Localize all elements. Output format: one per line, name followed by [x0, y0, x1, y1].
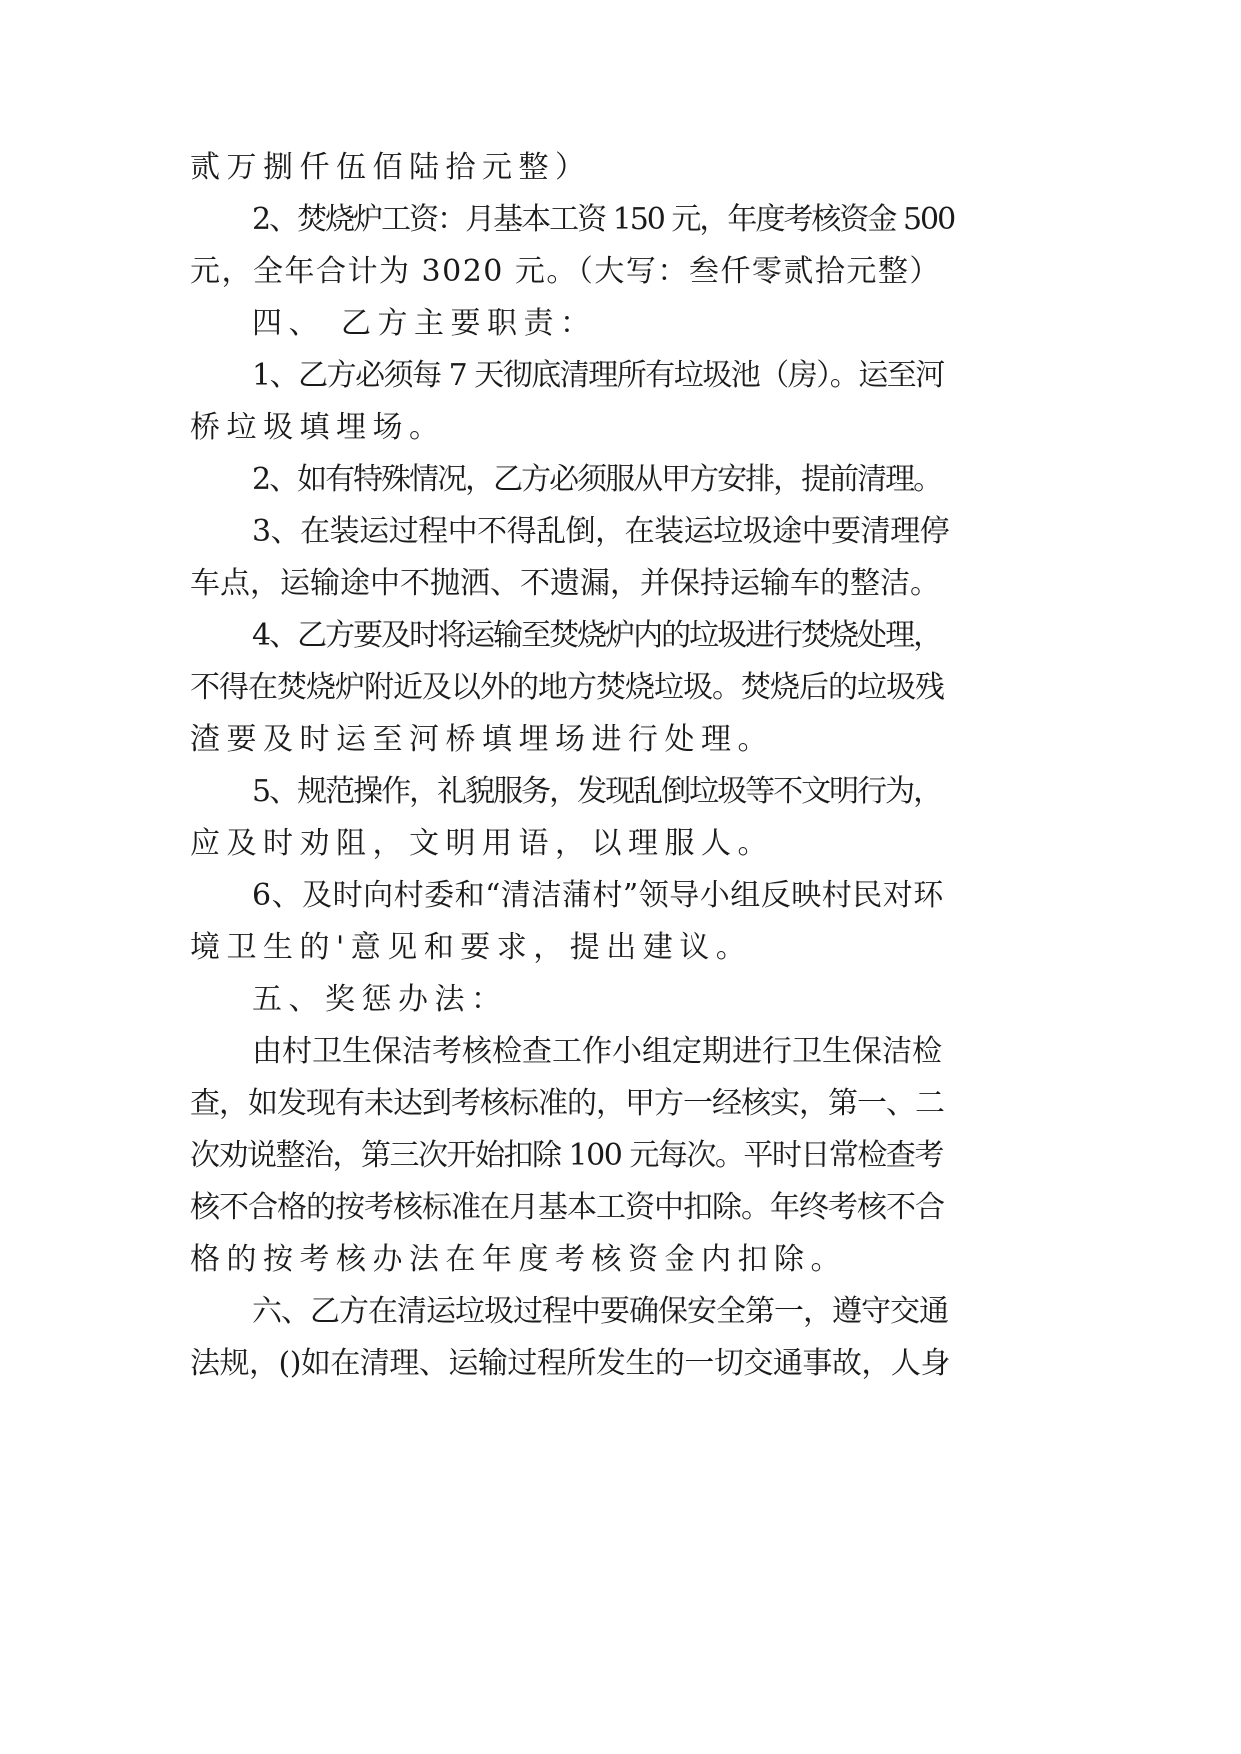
text-line: 境卫生的'意见和要求，提出建议。: [190, 930, 753, 965]
text-line: 4、乙方要及时将运输至焚烧炉内的垃圾进行焚烧处理，: [252, 618, 942, 653]
text-line: 2、如有特殊情况，乙方必须服从甲方安排，提前清理。: [252, 462, 942, 497]
text-line: 核不合格的按考核标准在月基本工资中扣除。年终考核不合: [190, 1190, 944, 1225]
text-line: 格的按考核办法在年度考核资金内扣除。: [190, 1242, 847, 1277]
text-line: 由村卫生保洁考核检查工作小组定期进行卫生保洁检: [252, 1034, 942, 1069]
section-heading: 四、 乙方主要职责：: [252, 306, 597, 341]
text-line: 应及时劝阻，文明用语，以理服人。: [190, 826, 774, 861]
text-line: 桥垃圾填埋场。: [190, 410, 446, 445]
text-line: 2、焚烧炉工资：月基本工资 150 元，年度考核资金 500: [252, 202, 955, 237]
text-line: 1、乙方必须每 7 天彻底清理所有垃圾池（房）。运至河: [252, 358, 944, 393]
text-line: 元，全年合计为 3020 元。（大写：叁仟零贰拾元整）: [190, 254, 941, 289]
text-line: 车点，运输途中不抛洒、不遗漏，并保持运输车的整洁。: [190, 566, 940, 601]
text-line: 5、规范操作，礼貌服务，发现乱倒垃圾等不文明行为，: [252, 774, 942, 809]
text-line: 次劝说整治，第三次开始扣除 100 元每次。平时日常检查考: [190, 1138, 943, 1173]
text-line: 查，如发现有未达到考核标准的，甲方一经核实，第一、二: [190, 1086, 944, 1121]
section-heading: 五、奖惩办法：: [252, 982, 508, 1017]
text-line: 法规，()如在清理、运输过程所发生的一切交通事故，人身: [190, 1346, 950, 1381]
text-line: 贰万捌仟伍佰陆拾元整）: [190, 150, 592, 185]
text-line: 六、乙方在清运垃圾过程中要确保安全第一，遵守交通: [252, 1294, 948, 1329]
text-line: 6、及时向村委和“清洁蒲村”领导小组反映村民对环: [252, 878, 944, 913]
text-line: 渣要及时运至河桥填埋场进行处理。: [190, 722, 774, 757]
text-line: 不得在焚烧炉附近及以外的地方焚烧垃圾。焚烧后的垃圾残: [190, 670, 944, 705]
text-line: 3、在装运过程中不得乱倒，在装运垃圾途中要清理停: [252, 514, 950, 549]
